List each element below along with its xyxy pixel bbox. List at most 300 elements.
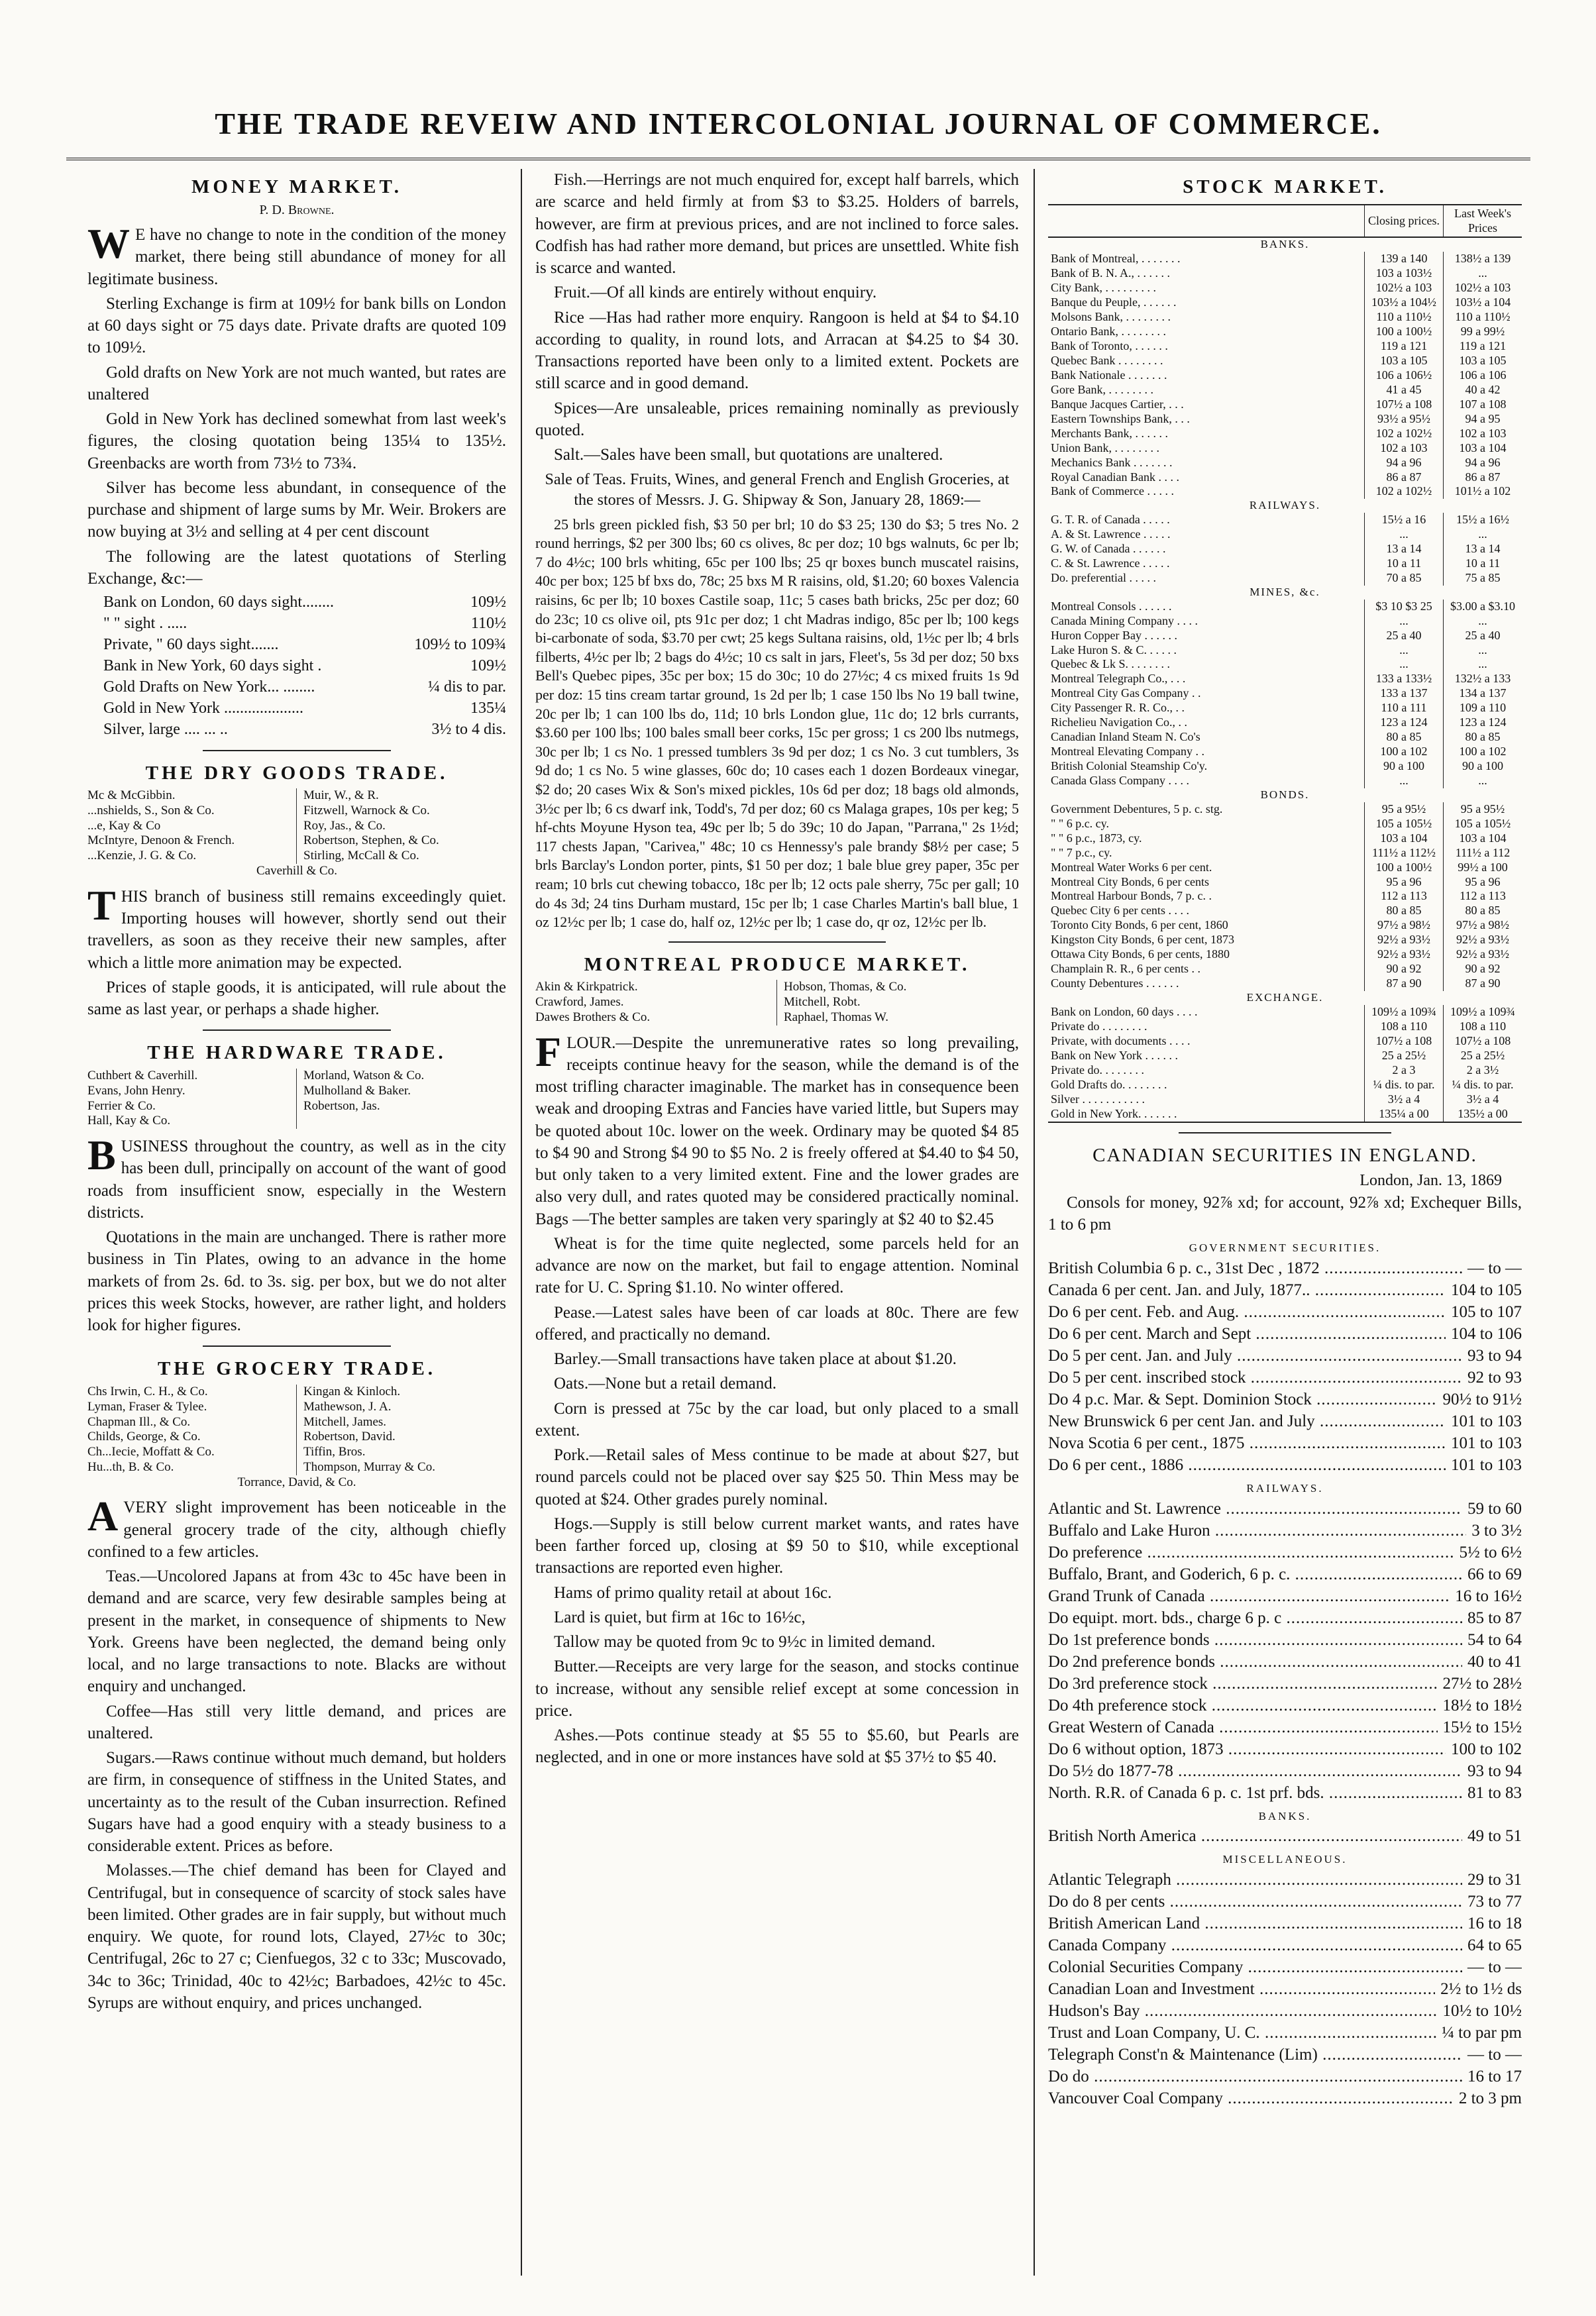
dry-goods-heading: THE DRY GOODS TRADE.	[145, 762, 449, 784]
last-week-price: 95 a 95½	[1444, 802, 1522, 817]
security-name: British Columbia 6 p. c., 31st Dec , 1872 .....	[1048, 1257, 1462, 1279]
closing-price: 105 a 105½	[1365, 817, 1444, 831]
canadian-securities-date: London, Jan. 13, 1869	[1359, 1172, 1502, 1190]
rice-paragraph: Rice —Has had rather more enquiry. Rangoon is held at $4 to $4.10 according to quality, in round lots, and Arracan at $4.25 to $4 30. Transactions reported have been only to a limited extent. Pockets are still scarce and in good demand.	[535, 308, 1019, 393]
security-price: 59 to 60	[1467, 1499, 1522, 1518]
stock-row	[1048, 600, 1522, 614]
closing-price: 103 a 105	[1365, 354, 1444, 368]
security-name: Vancouver Coal Company .....	[1048, 2087, 1454, 2109]
stock-row	[1048, 962, 1522, 976]
stock-row	[1048, 383, 1522, 397]
stock-name: A. & St. Lawrence . . . . .	[1051, 527, 1171, 541]
security-name: Do preference .....	[1048, 1542, 1454, 1563]
security-price: 3 to 3½	[1471, 1521, 1522, 1540]
section-rule	[203, 750, 391, 751]
closing-price: 102 a 103	[1365, 441, 1444, 456]
closing-price: 109½ a 109¾	[1365, 1005, 1444, 1020]
security-name: Do 3rd preference stock .....	[1048, 1673, 1438, 1695]
stock-name: " " 6 p.c., 1873, cy.	[1051, 831, 1142, 845]
stock-name: Eastern Townships Bank, . . .	[1051, 411, 1190, 425]
security-row	[1048, 2066, 1522, 2087]
security-name: Great Western of Canada .....	[1048, 1716, 1438, 1738]
last-week-price: 105 a 105½	[1444, 817, 1522, 831]
last-week-price: 109 a 110	[1444, 701, 1522, 715]
security-price: 90½ to 91½	[1442, 1391, 1522, 1409]
money-market-byline: P. D. Browne.	[259, 202, 335, 217]
last-week-price: 87 a 90	[1444, 976, 1522, 991]
security-price: 93 to 94	[1467, 1762, 1522, 1780]
security-price: 105 to 107	[1451, 1303, 1522, 1322]
security-price: 18½ to 18½	[1442, 1696, 1522, 1714]
closing-price: 41 a 45	[1365, 383, 1444, 397]
stock-row	[1048, 571, 1522, 586]
security-name: Do 6 without option, 1873 .....	[1048, 1738, 1446, 1760]
stock-name: Gold Drafts do. . . . . . . .	[1051, 1077, 1167, 1091]
stock-name: Banque Jacques Cartier, . . .	[1051, 397, 1184, 411]
closing-price: 107½ a 108	[1365, 1034, 1444, 1049]
stock-category-row	[1048, 788, 1522, 802]
security-row	[1048, 1279, 1522, 1301]
stock-row	[1048, 1078, 1522, 1092]
closing-price: ...	[1365, 657, 1444, 672]
security-name: Do equipt. mort. bds., charge 6 p. c .....	[1048, 1607, 1462, 1629]
security-row	[1048, 2000, 1522, 2022]
closing-price: 90 a 100	[1365, 759, 1444, 774]
grocery-paragraph: Coffee—Has still very little demand, and prices are unaltered.	[87, 1702, 506, 1742]
stock-row	[1048, 976, 1522, 991]
stock-name: Bank of Toronto, . . . . . .	[1051, 339, 1168, 352]
money-paragraph: Silver has become less abundant, in consequence of the purchase and shipment of large sums by Mr. Weir. Brokers are now buying at 3½ and selling at 4 per cent discount	[87, 478, 506, 541]
grocery-heading: THE GROCERY TRADE.	[157, 1358, 437, 1380]
security-row	[1048, 1629, 1522, 1651]
security-name: Do 5 per cent. Jan. and July .....	[1048, 1345, 1462, 1367]
stock-category-label: MINES, &c.	[1250, 585, 1320, 598]
stock-name: Government Debentures, 5 p. c. stg.	[1051, 802, 1223, 816]
stock-name: Toronto City Bonds, 6 per cent, 1860	[1051, 918, 1228, 932]
security-price: 2½ to 1½ ds	[1440, 1979, 1522, 1998]
grocery-firms: Chs Irwin, C. H., & Co. Kingan & Kinloch. Lyman, Fraser & Tylee. Mathewson, J. A. Chapman Ill., & Co. Mitchell, James. Childs, George, & Co. Robertson, David. Ch...Iecie, Moffatt & Co. Tiffin, Bros. Hu...th, B. & Co. Thompson, Murray & Co. Torrance, David, & Co.	[87, 1384, 435, 1489]
column-left	[87, 169, 506, 2289]
security-price: 16 to 17	[1467, 2067, 1522, 2085]
rate-row: Private, " 60 days sight....... 109½ to 109¾	[103, 635, 506, 653]
security-row	[1048, 2022, 1522, 2044]
stock-name: Private, with documents . . . .	[1051, 1033, 1191, 1047]
stock-row	[1048, 918, 1522, 933]
drop-cap: T	[87, 881, 116, 929]
canadian-securities-heading: CANADIAN SECURITIES IN ENGLAND.	[1092, 1144, 1477, 1166]
produce-paragraph: Ashes.—Pots continue steady at $5 55 to $5.60, but Pearls are neglected, and in one or more instances have sold at $5 37½ to $5 40.	[535, 1726, 1019, 1767]
security-row	[1048, 1956, 1522, 1978]
closing-price: 102 a 102½	[1365, 427, 1444, 441]
stock-name: Richelieu Navigation Co., . .	[1051, 715, 1187, 729]
security-name: New Brunswick 6 per cent Jan. and July .....	[1048, 1410, 1446, 1432]
security-name: Do 4 p.c. Mar. & Sept. Dominion Stock .....	[1048, 1389, 1438, 1410]
closing-price: ...	[1365, 614, 1444, 629]
last-week-header: Last Week's Prices	[1444, 205, 1522, 238]
stock-row	[1048, 527, 1522, 542]
security-name: Hudson's Bay .....	[1048, 2000, 1438, 2022]
money-paragraph: Gold in New York has declined somewhat from last week's figures, the closing quotation being 135¼ to 135½. Greenbacks are worth from 73½ to 73¾.	[87, 410, 506, 472]
security-name: Telegraph Const'n & Maintenance (Lim) .....	[1048, 2044, 1462, 2066]
produce-paragraph: Pease.—Latest sales have been of car loads at 80c. There are few offered, and practically no demand.	[535, 1303, 1019, 1343]
security-row	[1048, 1891, 1522, 1913]
stock-name: Bank on New York . . . . . .	[1051, 1048, 1179, 1062]
stock-name: C. & St. Lawrence . . . . .	[1051, 556, 1170, 570]
stock-row	[1048, 947, 1522, 962]
last-week-price: 108 a 110	[1444, 1020, 1522, 1034]
security-row	[1048, 1301, 1522, 1323]
security-price: 101 to 103	[1451, 1434, 1522, 1453]
security-row	[1048, 1520, 1522, 1542]
stock-row	[1048, 657, 1522, 672]
security-row	[1048, 1257, 1522, 1279]
last-week-price: 107½ a 108	[1444, 1034, 1522, 1049]
security-price: — to —	[1467, 1958, 1522, 1976]
rate-row: " " sight . ..... 110½	[103, 615, 506, 633]
security-price: 101 to 103	[1451, 1412, 1522, 1431]
stock-category-row	[1048, 991, 1522, 1005]
security-price: 92 to 93	[1467, 1369, 1522, 1387]
security-name: British North America .....	[1048, 1825, 1462, 1847]
closing-price: 2 a 3	[1365, 1063, 1444, 1078]
last-week-price: 112 a 113	[1444, 889, 1522, 904]
dry-goods-paragraph: Prices of staple goods, it is anticipated, will rule about the same as last year, or perhaps a shade higher.	[87, 978, 506, 1019]
grocery-paragraph: Molasses.—The chief demand has been for Clayed and Centrifugal, but in consequence of scarcity of stock sales have been limited. Other grades are in fair supply, but without much enquiry. We quote, for round lots, Clayed, 27½c to 30c; Centrifugal, 26c to 27 c; Cienfuegos, 32 c to 33c; Muscovado, 34c to 36c; Trinidad, 40c to 42½c; Barbadoes, 42½c to 45c. Syrups are without enquiry, and prices unchanged.	[87, 1862, 506, 2012]
rate-row: Bank in New York, 60 days sight . 109½	[103, 657, 506, 674]
security-name: Canada 6 per cent. Jan. and July, 1877.. .....	[1048, 1279, 1446, 1301]
stock-row	[1048, 310, 1522, 325]
security-row	[1048, 1825, 1522, 1847]
last-week-price: 103 a 104	[1444, 441, 1522, 456]
section-rule	[1179, 1132, 1392, 1133]
closing-price: 93½ a 95½	[1365, 412, 1444, 427]
security-name: Do do 8 per cents .....	[1048, 1891, 1462, 1913]
last-week-price: 94 a 96	[1444, 456, 1522, 470]
security-name: Do 6 per cent., 1886 .....	[1048, 1454, 1446, 1476]
stock-row	[1048, 759, 1522, 774]
closing-price: 103½ a 104½	[1365, 295, 1444, 310]
last-week-price: 101½ a 102	[1444, 484, 1522, 499]
last-week-price: 110 a 110½	[1444, 310, 1522, 325]
last-week-price: ...	[1444, 266, 1522, 281]
securities-category: BANKS.	[1258, 1809, 1312, 1822]
stock-row	[1048, 470, 1522, 485]
stock-category-row	[1048, 586, 1522, 600]
security-price: 16 to 18	[1467, 1914, 1522, 1932]
closing-price: 123 a 124	[1365, 715, 1444, 730]
closing-price: 103 a 104	[1365, 831, 1444, 846]
rate-row: Gold in New York .................... 135¼	[103, 699, 506, 717]
security-price: 15½ to 15½	[1442, 1718, 1522, 1736]
drop-cap: W	[87, 220, 130, 268]
last-week-price: 92½ a 93½	[1444, 933, 1522, 947]
stock-name: Do. preferential . . . . .	[1051, 570, 1156, 584]
sale-heading: Sale of Teas. Fruits, Wines, and general French and English Groceries, at the stores of Messrs. J. G. Shipway & Son, January 28, 1869:—	[545, 471, 1010, 509]
drop-cap: B	[87, 1132, 116, 1179]
drop-cap: A	[87, 1493, 119, 1540]
security-row	[1048, 1760, 1522, 1782]
stock-name: Quebec Bank . . . . . . . .	[1051, 353, 1163, 367]
security-price: — to —	[1467, 1259, 1522, 1278]
stock-category-row	[1048, 237, 1522, 252]
security-row	[1048, 2087, 1522, 2109]
last-week-price: 2 a 3½	[1444, 1063, 1522, 1078]
closing-price: 92½ a 93½	[1365, 933, 1444, 947]
stock-row	[1048, 774, 1522, 788]
stock-market-heading: STOCK MARKET.	[1183, 176, 1387, 197]
stock-name: Mechanics Bank . . . . . . .	[1051, 455, 1173, 469]
last-week-price: 40 a 42	[1444, 383, 1522, 397]
stock-name: City Passenger R. R. Co., . .	[1051, 701, 1185, 715]
closing-price: 112 a 113	[1365, 889, 1444, 904]
closing-prices-header: Closing prices.	[1365, 205, 1444, 238]
stock-name: Bank on London, 60 days . . . .	[1051, 1004, 1198, 1018]
produce-paragraph: Oats.—None but a retail demand.	[554, 1375, 777, 1393]
spices-paragraph: Spices—Are unsaleable, prices remaining nominally as previously quoted.	[535, 399, 1019, 439]
section-rule	[203, 1029, 391, 1031]
closing-price: 133 a 137	[1365, 686, 1444, 701]
closing-price: 25 a 40	[1365, 629, 1444, 643]
securities-category: MISCELLANEOUS.	[1222, 1853, 1348, 1866]
security-name: Do 6 per cent. Feb. and Aug. .....	[1048, 1301, 1446, 1323]
produce-paragraph: Wheat is for the time quite neglected, some parcels held for an advance are now on the market, but fail to engage attention. Nominal rate for U. C. Spring $1.10. No winter offered.	[535, 1234, 1019, 1297]
security-price: 81 to 83	[1467, 1783, 1522, 1802]
money-paragraph: Sterling Exchange is firm at 109½ for bank bills on London at 60 days sight or 75 days date. Private drafts are quoted 109 to 109½.	[87, 294, 506, 357]
grocery-paragraph: Sugars.—Raws continue without much demand, but holders are firm, in consequence of stiffness in the United States, and uncertainty as to the result of the Cuban insurrection. Refined Sugars have had a good enquiry with a steady business to a considerable extent. Prices as before.	[87, 1749, 506, 1856]
security-price: 54 to 64	[1467, 1630, 1522, 1649]
produce-paragraph: Lard is quiet, but firm at 16c to 16½c,	[554, 1608, 806, 1626]
security-name: Do 5 per cent. inscribed stock .....	[1048, 1367, 1462, 1389]
closing-price: 100 a 100½	[1365, 861, 1444, 875]
security-price: 104 to 106	[1451, 1325, 1522, 1343]
stock-row	[1048, 325, 1522, 339]
stock-category-label: BANKS.	[1260, 238, 1310, 251]
closing-price: 86 a 87	[1365, 470, 1444, 485]
closing-price: 92½ a 93½	[1365, 947, 1444, 962]
closing-price: 94 a 96	[1365, 456, 1444, 470]
security-name: Do 4th preference stock .....	[1048, 1695, 1438, 1716]
last-week-price: 135½ a 00	[1444, 1107, 1522, 1122]
last-week-price: 13 a 14	[1444, 542, 1522, 556]
security-row	[1048, 2044, 1522, 2066]
security-price: 85 to 87	[1467, 1608, 1522, 1627]
security-price: 5½ to 6½	[1459, 1543, 1522, 1561]
last-week-price: 109½ a 109¾	[1444, 1005, 1522, 1020]
stock-row	[1048, 846, 1522, 861]
money-paragraph: Gold drafts on New York are not much wanted, but rates are unaltered	[87, 363, 506, 403]
stock-row	[1048, 875, 1522, 890]
stock-category-label: RAILWAYS.	[1249, 499, 1321, 512]
hardware-paragraph: BUSINESS throughout the country, as well as in the city has been dull, principally on account of the want of good roads from insufficient snow, especially in the Western districts.	[87, 1132, 506, 1222]
last-week-price: 107 a 108	[1444, 397, 1522, 412]
last-week-price: ...	[1444, 614, 1522, 629]
stock-row	[1048, 1020, 1522, 1034]
security-price: 64 to 65	[1467, 1936, 1522, 1954]
stock-row	[1048, 513, 1522, 527]
stock-name: Montreal Harbour Bonds, 7 p. c. .	[1051, 889, 1212, 903]
stock-name: Canada Mining Company . . . .	[1051, 613, 1198, 627]
stock-name: Bank of Montreal, . . . . . . .	[1051, 252, 1181, 266]
stock-name: Silver . . . . . . . . . . .	[1051, 1092, 1145, 1106]
closing-price: 95 a 95½	[1365, 802, 1444, 817]
securities-category: RAILWAYS.	[1246, 1482, 1324, 1495]
stock-row	[1048, 1034, 1522, 1049]
closing-price: 80 a 85	[1365, 730, 1444, 745]
security-row	[1048, 1454, 1522, 1476]
closing-price: ...	[1365, 527, 1444, 542]
closing-price: 10 a 11	[1365, 556, 1444, 571]
produce-firms: Akin & Kirkpatrick. Hobson, Thomas, & Co. Crawford, James. Mitchell, Robt. Dawes Brothers & Co. Raphael, Thomas W.	[535, 980, 907, 1024]
security-row	[1048, 1716, 1522, 1738]
hardware-heading: THE HARDWARE TRADE.	[147, 1042, 447, 1064]
stock-row	[1048, 397, 1522, 412]
closing-price: 102 a 102½	[1365, 484, 1444, 499]
security-price: 16 to 16½	[1455, 1587, 1522, 1605]
closing-price: 102½ a 103	[1365, 281, 1444, 295]
hardware-paragraph: Quotations in the main are unchanged. There is rather more business in Tin Plates, owing to an advance in the home markets of from 2s. 6d. to 3s. sig. per box, but we do not alter prices this week Stocks, however, are rather light, and holders look for higher figures.	[87, 1228, 506, 1335]
closing-price: 119 a 121	[1365, 339, 1444, 354]
stock-row	[1048, 904, 1522, 918]
security-price: 100 to 102	[1451, 1740, 1522, 1758]
closing-price: 110 a 111	[1365, 701, 1444, 715]
closing-price: 139 a 140	[1365, 252, 1444, 266]
last-week-price: ...	[1444, 774, 1522, 788]
hardware-firms: Cuthbert & Caverhill. Morland, Watson & Co. Evans, John Henry. Mulholland & Baker. Ferrier & Co. Robertson, Jas. Hall, Kay & Co.	[87, 1068, 425, 1128]
last-week-price: 86 a 87	[1444, 470, 1522, 485]
column-divider	[521, 169, 522, 2276]
stock-name: Montreal Telegraph Co., . . .	[1051, 672, 1186, 686]
stock-row	[1048, 281, 1522, 295]
stock-category-label: EXCHANGE.	[1246, 991, 1324, 1004]
stock-row	[1048, 745, 1522, 759]
consols-paragraph: Consols for money, 92⅞ xd; for account, 92⅞ xd; Exchequer Bills, 1 to 6 pm	[1048, 1193, 1522, 1234]
column-divider	[1034, 169, 1035, 2276]
security-row	[1048, 1782, 1522, 1804]
stock-name: Montreal City Gas Company . .	[1051, 686, 1201, 700]
last-week-price: 123 a 124	[1444, 715, 1522, 730]
stock-name: Private do . . . . . . . .	[1051, 1019, 1147, 1033]
security-name: Buffalo and Lake Huron .....	[1048, 1520, 1466, 1542]
stock-row	[1048, 295, 1522, 310]
closing-price: 133 a 133½	[1365, 672, 1444, 686]
last-week-price: 80 a 85	[1444, 904, 1522, 918]
stock-row	[1048, 730, 1522, 745]
closing-price: 108 a 110	[1365, 1020, 1444, 1034]
closing-price: 90 a 92	[1365, 962, 1444, 976]
closing-price: 13 a 14	[1365, 542, 1444, 556]
closing-price: 135¼ a 00	[1365, 1107, 1444, 1122]
security-row	[1048, 1695, 1522, 1716]
dry-goods-paragraph: THIS branch of business still remains exceedingly quiet. Importing houses will however, shortly send out their travellers, as soon as they receive their new samples, after which a little more animation may be expected.	[87, 881, 506, 972]
money-market-heading: MONEY MARKET.	[191, 176, 402, 197]
column-right	[1048, 169, 1522, 2289]
closing-price: ...	[1365, 774, 1444, 788]
stock-row	[1048, 1063, 1522, 1078]
last-week-price: 111½ a 112	[1444, 846, 1522, 861]
stock-name: G. T. R. of Canada . . . . .	[1051, 513, 1170, 527]
last-week-price: 132½ a 133	[1444, 672, 1522, 686]
stock-name: Canada Glass Company . . . .	[1051, 774, 1189, 788]
produce-paragraph: Hams of primo quality retail at about 16c.	[554, 1583, 832, 1602]
last-week-price: 25 a 40	[1444, 629, 1522, 643]
closing-price: ¼ dis. to par.	[1365, 1078, 1444, 1092]
stock-name: Bank Nationale . . . . . . .	[1051, 368, 1167, 382]
stock-row	[1048, 629, 1522, 643]
security-price: 101 to 103	[1451, 1456, 1522, 1475]
column-middle	[535, 169, 1019, 2289]
security-price: 104 to 105	[1451, 1281, 1522, 1300]
securities-list	[1048, 1241, 1522, 2109]
closing-price: $3 10 $3 25	[1365, 600, 1444, 614]
stock-row	[1048, 1005, 1522, 1020]
stock-row	[1048, 889, 1522, 904]
last-week-price: 25 a 25½	[1444, 1049, 1522, 1063]
stock-name: Bank of B. N. A., . . . . . .	[1051, 266, 1170, 280]
security-name: Atlantic Telegraph .....	[1048, 1869, 1462, 1891]
security-name: Canada Company .....	[1048, 1934, 1462, 1956]
stock-table-body	[1048, 237, 1522, 1122]
security-price: 93 to 94	[1467, 1347, 1522, 1365]
salt-paragraph: Salt.—Sales have been small, but quotations are unaltered.	[554, 446, 943, 464]
last-week-price: 99 a 99½	[1444, 325, 1522, 339]
last-week-price: ...	[1444, 657, 1522, 672]
last-week-price: 92½ a 93½	[1444, 947, 1522, 962]
stock-name: Bank of Commerce . . . . .	[1051, 484, 1174, 498]
stock-name: Union Bank, . . . . . . . .	[1051, 441, 1159, 454]
last-week-price: 97½ a 98½	[1444, 918, 1522, 933]
security-price: 27½ to 28½	[1442, 1674, 1522, 1693]
security-row	[1048, 1738, 1522, 1760]
last-week-price: 3½ a 4	[1444, 1092, 1522, 1107]
stock-row	[1048, 339, 1522, 354]
stock-name: British Colonial Steamship Co'y.	[1051, 759, 1208, 773]
security-name: Do 2nd preference bonds .....	[1048, 1651, 1462, 1673]
stock-row	[1048, 1049, 1522, 1063]
security-row	[1048, 1913, 1522, 1934]
closing-price: 106 a 106½	[1365, 368, 1444, 383]
stock-name: Champlain R. R., 6 per cents . .	[1051, 962, 1200, 976]
security-price: 66 to 69	[1467, 1565, 1522, 1583]
produce-paragraph: Barley.—Small transactions have taken place at about $1.20.	[554, 1350, 957, 1369]
stock-row	[1048, 368, 1522, 383]
security-row	[1048, 1673, 1522, 1695]
last-week-price: 94 a 95	[1444, 412, 1522, 427]
stock-name: Montreal City Bonds, 6 per cents	[1051, 874, 1209, 888]
stock-name: Huron Copper Bay . . . . . .	[1051, 628, 1177, 642]
stock-row	[1048, 441, 1522, 456]
last-week-price: 119 a 121	[1444, 339, 1522, 354]
last-week-price: 80 a 85	[1444, 730, 1522, 745]
last-week-price: 95 a 96	[1444, 875, 1522, 890]
security-row	[1048, 1563, 1522, 1585]
closing-price: 15½ a 16	[1365, 513, 1444, 527]
dry-goods-firms: Mc & McGibbin. Muir, W., & R. ...nshields, S., Son & Co. Fitzwell, Warnock & Co. ...e, Kay & Co Roy, Jas., & Co. McIntyre, Denoon & French. Robertson, Stephen, & Co. ...Kenzie, J. G. & Co. Stirling, McCall & Co. Caverhill & Co.	[87, 788, 439, 878]
stock-name: Montreal Elevating Company . .	[1051, 745, 1204, 759]
security-name: Nova Scotia 6 per cent., 1875 .....	[1048, 1432, 1446, 1454]
produce-heading: MONTREAL PRODUCE MARKET.	[584, 953, 971, 975]
last-week-price: 15½ a 16½	[1444, 513, 1522, 527]
rate-row: Bank on London, 60 days sight........ 109½	[103, 594, 506, 611]
last-week-price: 90 a 100	[1444, 759, 1522, 774]
security-row	[1048, 1542, 1522, 1563]
stock-name: Molsons Bank, . . . . . . . .	[1051, 310, 1171, 324]
stock-name: Kingston City Bonds, 6 per cent, 1873	[1051, 933, 1234, 947]
produce-paragraph: Hogs.—Supply is still below current market wants, and rates have been farther forced up, closing at $9 50 to $10, while exceptional transactions are reported even higher.	[535, 1514, 1019, 1577]
last-week-price: 103 a 105	[1444, 354, 1522, 368]
security-name: Do 6 per cent. March and Sept .....	[1048, 1323, 1446, 1345]
security-price: 73 to 77	[1467, 1892, 1522, 1911]
stock-category-label: BONDS.	[1260, 788, 1310, 802]
